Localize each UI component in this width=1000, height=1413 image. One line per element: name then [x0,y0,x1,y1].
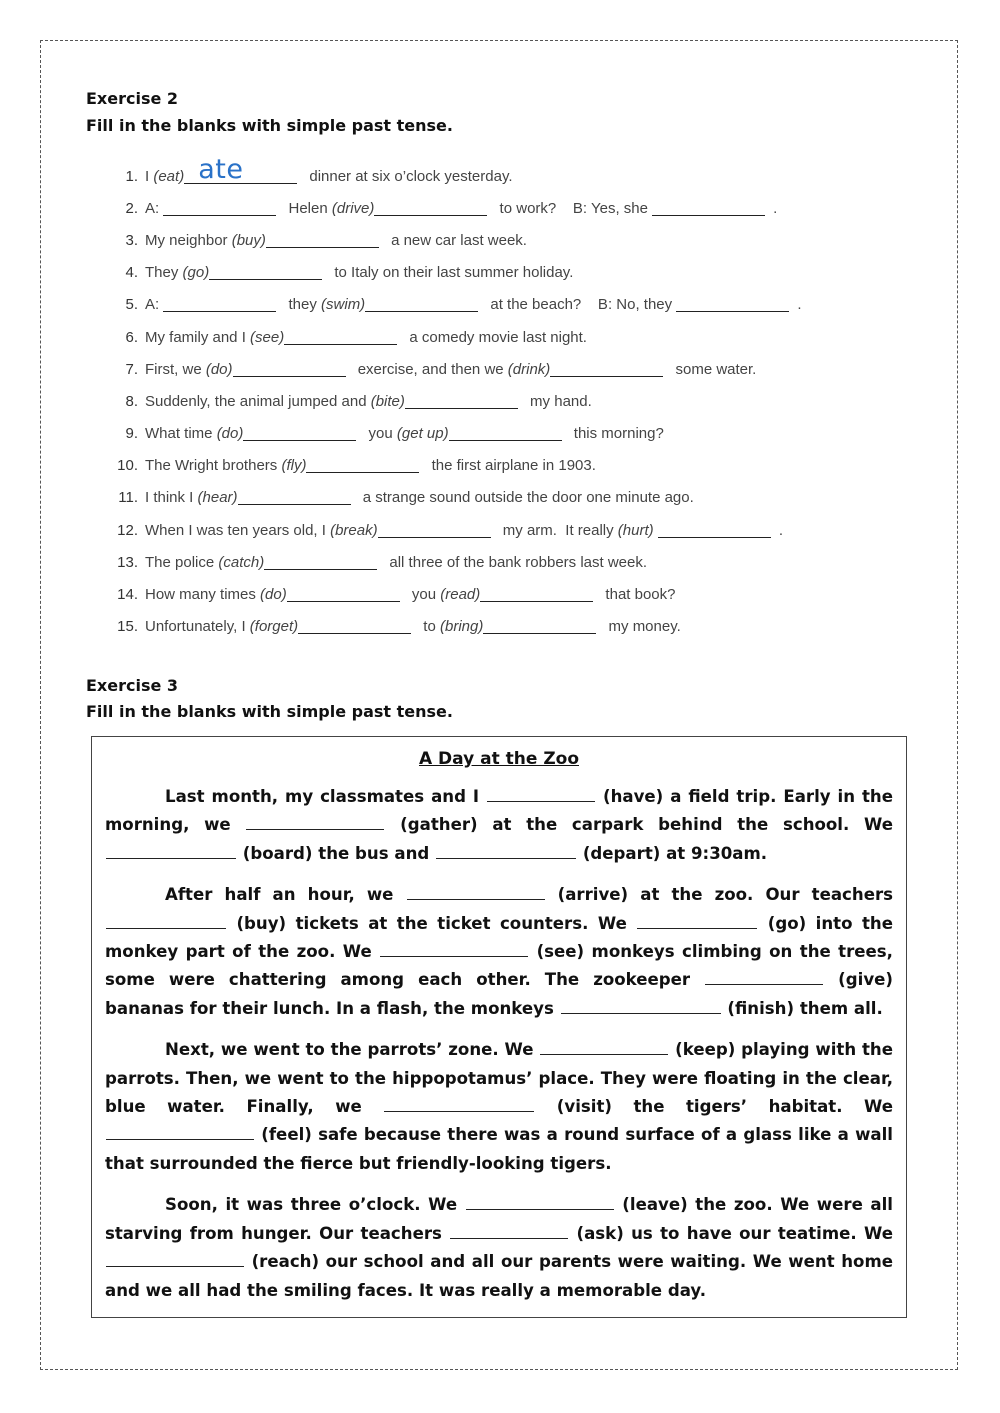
item-number: 11. [118,489,138,507]
sentence-text: . [778,521,783,539]
item-number: 9. [125,425,138,443]
exercise-item-8 [100,385,920,417]
exercise-item-5 [100,289,920,321]
story-text: After half an hour, we [165,885,406,905]
answer-blank[interactable] [405,394,518,409]
sentence-text: they [284,296,322,314]
story-blank[interactable] [106,914,226,929]
story-text: (arrive) at the zoo. Our teachers [545,885,894,905]
story-blank[interactable] [561,999,721,1014]
story-box [91,736,907,1318]
sentence-text: My family and I [145,328,251,346]
answer-blank[interactable] [378,523,491,538]
exercise-item-7 [100,353,920,385]
exercise-item-15 [100,611,920,643]
story-blank[interactable] [436,844,576,859]
story-blank[interactable] [380,942,528,957]
sentence-text: that book? [601,586,676,604]
story-text: (buy) tickets at the ticket counters. We [227,913,637,933]
story-paragraph-1 [105,783,893,868]
story-text: (depart) at 9:30am. [577,843,768,863]
item-number: 7. [125,360,138,378]
story-blank[interactable] [384,1097,534,1112]
sentence-text: my money. [604,618,681,636]
answer-blank[interactable] [652,201,765,216]
story-text: Last month, my classmates and I [165,787,487,806]
verb-hint: (bring) [440,618,484,636]
exercise-item-6 [100,321,920,353]
exercise-item-14 [100,578,920,610]
story-paragraph-3 [105,1036,893,1178]
verb-hint: (drive) [331,199,375,217]
exercise-3-instruction: Fill in the blanks with simple past tense. [86,702,453,721]
answer-blank[interactable] [209,265,322,280]
handwritten-answer: ate [198,153,244,185]
sentence-text: a comedy movie last night. [405,328,587,346]
sentence-text: I [145,167,154,185]
sentence-text: . [773,199,778,217]
sentence-text: exercise, and then we [353,360,508,378]
exercise-item-4 [100,257,920,289]
sentence-text: I think I [145,489,198,507]
story-text: (gather) at the carpark behind the school. We [385,815,893,835]
item-number: 1. [125,167,138,185]
story-text: (have) a field trip. Early in the morning, we [105,787,893,835]
story-body [105,783,893,1305]
answer-blank[interactable] [298,619,411,634]
verb-hint: (break) [330,521,378,539]
story-blank[interactable] [705,970,823,985]
exercise-2-instruction: Fill in the blanks with simple past tense. [86,116,453,135]
story-text: (board) the bus and [237,843,436,863]
story-blank[interactable] [106,1125,254,1140]
item-number: 2. [125,199,138,217]
answer-blank[interactable] [365,297,478,312]
verb-hint: (bite) [370,392,405,410]
verb-hint: (hurt) [617,521,654,539]
verb-hint: (buy) [231,231,266,249]
exercise-item-11 [100,482,920,514]
story-blank[interactable] [106,844,236,859]
sentence-text: to work? B: Yes, she [495,199,653,217]
sentence-text: What time [145,425,217,443]
verb-hint: (go) [182,264,210,282]
item-number: 13. [117,553,138,571]
story-text: (finish) them all. [721,998,883,1018]
item-number: 3. [125,231,138,249]
story-text: Next, we went to the parrots’ zone. We [165,1040,540,1060]
sentence-text: Unfortunately, I [145,618,250,636]
sentence-text: all three of the bank robbers last week. [385,553,648,571]
answer-blank[interactable] [287,587,400,602]
verb-hint: (drink) [507,360,551,378]
item-number: 12. [117,521,138,539]
story-blank[interactable] [487,787,595,802]
sentence-text: They [145,264,183,282]
story-text: (leave) the zoo. We were all starving from hunger. Our teachers [105,1195,893,1243]
answer-blank[interactable] [163,201,276,216]
verb-hint: (get up) [396,425,449,443]
verb-hint: (forget) [249,618,299,636]
sentence-text: to [419,618,440,636]
story-text: (give) bananas for their lunch. In a flash, the monkeys [105,970,893,1018]
verb-hint: (swim) [321,296,366,314]
story-text: (reach) our school and all our parents were waiting. We went home and we all had the smiling faces. It was really a memorable day. [105,1252,893,1300]
verb-hint: (hear) [197,489,238,507]
sentence-text: some water. [671,360,757,378]
sentence-text: my arm. It really [498,521,618,539]
story-text: (feel) safe because there was a round surface of a glass like a wall that surrounded the fierce but friendly-looking tigers. [105,1125,893,1173]
verb-hint: (do) [205,360,233,378]
story-text: Soon, it was three o’clock. We [165,1195,465,1215]
verb-hint: (fly) [281,457,307,475]
verb-hint: (eat) [153,167,185,185]
sentence-text: my hand. [525,392,592,410]
answer-blank[interactable] [306,458,419,473]
answer-blank[interactable] [238,490,351,505]
verb-hint: (see) [250,328,285,346]
story-text: (keep) playing with the parrots. Then, we went to the hippopotamus’ place. They were floating in the clear, blue water. Finally, we [105,1040,893,1117]
answer-blank[interactable] [480,587,593,602]
sentence-text: My neighbor [145,231,232,249]
sentence-text: a new car last week. [386,231,527,249]
item-number: 6. [125,328,138,346]
item-number: 5. [125,296,138,314]
story-blank[interactable] [407,885,545,900]
verb-hint: (read) [440,586,481,604]
answer-blank[interactable] [550,362,663,377]
exercise-item-2 [100,192,920,224]
answer-blank[interactable] [163,297,276,312]
sentence-text: The police [145,553,219,571]
item-number: 8. [125,392,138,410]
item-number: 10. [117,457,138,475]
sentence-text: to Italy on their last summer holiday. [330,264,574,282]
exercise-item-1 [100,153,920,192]
story-blank[interactable] [540,1040,668,1055]
answer-blank[interactable] [264,555,377,570]
exercise-2-title: Exercise 2 [86,89,179,108]
exercise-item-13 [100,546,920,578]
sentence-text: dinner at six o’clock yesterday. [305,167,513,185]
sentence-text: the first airplane in 1903. [427,457,596,475]
answer-blank[interactable] [483,619,596,634]
story-title: A Day at the Zoo [418,749,579,769]
sentence-text: Suddenly, the animal jumped and [145,392,371,410]
answer-blank[interactable] [266,233,379,248]
item-number: 4. [125,264,138,282]
sentence-text: Helen [284,199,332,217]
sentence-text: this morning? [569,425,664,443]
verb-hint: (do) [260,586,287,604]
answer-blank[interactable] [676,297,789,312]
sentence-text: How many times [145,586,261,604]
story-paragraph-4 [105,1191,893,1305]
story-paragraph-2 [105,881,893,1023]
story-text: (go) into the monkey part of the zoo. We [105,913,893,962]
sentence-text: The Wright brothers [145,457,282,475]
answer-blank[interactable] [233,362,346,377]
verb-hint: (catch) [218,553,265,571]
sentence-text: A: [145,296,164,314]
exercise-3-title: Exercise 3 [86,676,179,695]
item-number: 14. [117,586,138,604]
sentence-text: . [797,296,802,314]
sentence-text: When I was ten years old, I [145,521,331,539]
verb-hint: (do) [216,425,244,443]
answer-blank[interactable] [658,523,771,538]
exercise-item-10 [100,450,920,482]
exercise-item-3 [100,224,920,256]
exercise-2-list [100,153,920,643]
answer-blank[interactable] [184,153,297,185]
story-blank[interactable] [246,815,384,830]
story-text: (ask) us to have our teatime. We [569,1223,893,1243]
exercise-item-9 [100,418,920,450]
answer-blank[interactable] [243,426,356,441]
answer-blank[interactable] [284,330,397,345]
sentence-text: A: [145,199,164,217]
sentence-text: you [407,586,441,604]
story-blank[interactable] [106,1252,244,1267]
exercise-item-12 [100,514,920,546]
sentence-text: a strange sound outside the door one minute ago. [358,489,694,507]
story-blank[interactable] [637,914,757,929]
item-number: 15. [117,618,138,636]
story-text: (visit) the tigers’ habitat. We [535,1097,893,1117]
story-blank[interactable] [466,1195,614,1210]
sentence-text: First, we [145,360,206,378]
story-text: (see) monkeys climbing on the trees, some were chattering among each other. The zookeeper [105,942,893,990]
answer-blank[interactable] [449,426,562,441]
story-blank[interactable] [450,1224,568,1239]
sentence-text: at the beach? B: No, they [486,296,677,314]
sentence-text: you [364,425,397,443]
answer-blank[interactable] [374,201,487,216]
